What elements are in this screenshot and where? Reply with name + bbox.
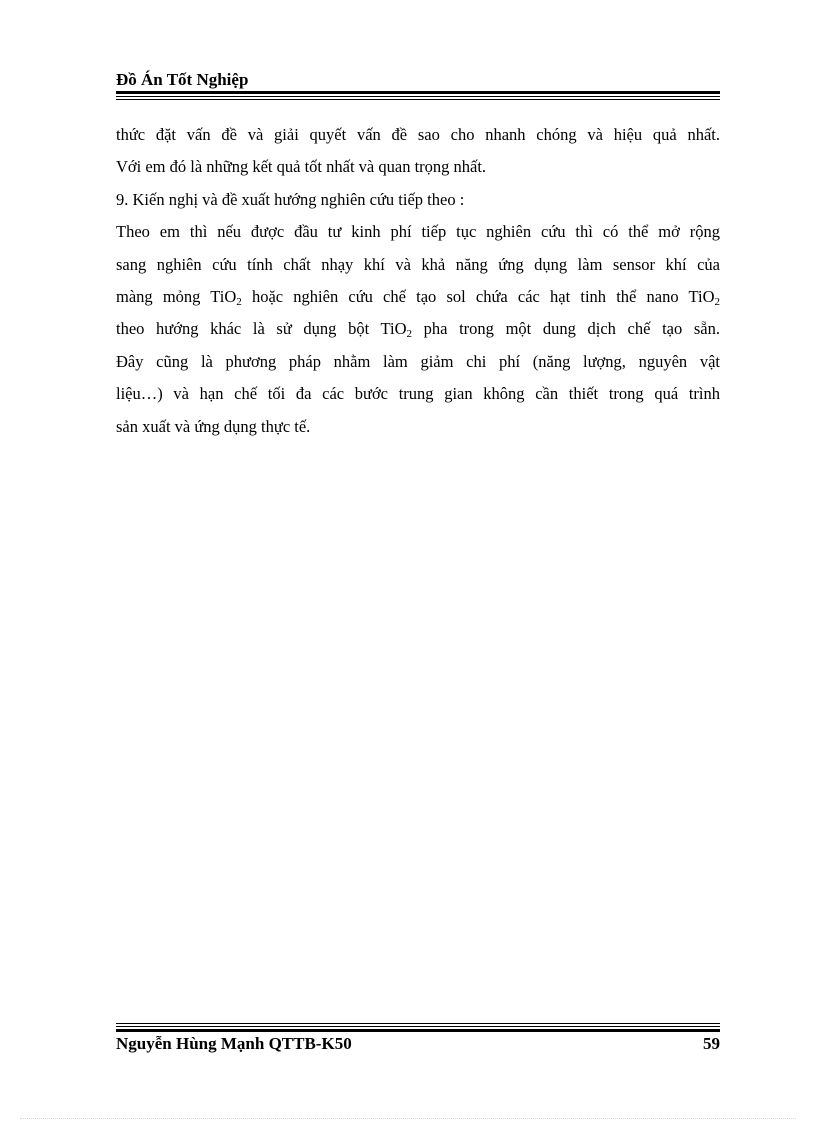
text-line: Với em đó là những kết quả tốt nhất và quan trọng nhất. <box>116 157 487 177</box>
header-title: Đồ Án Tốt Nghiệp <box>116 70 249 89</box>
page-edge-dots <box>20 1118 796 1119</box>
subscript: 2 <box>406 328 412 341</box>
footer-rule <box>116 1023 720 1024</box>
text-line: sản xuất và ứng dụng thực tế. <box>116 416 311 436</box>
body-text <box>116 121 720 445</box>
text-line: Đây cũng là phương pháp nhằm làm giảm chi phí (năng lượng, nguyên vật <box>116 351 720 371</box>
subscript: 2 <box>714 295 720 308</box>
section-heading: 9. Kiến nghị và đề xuất hướng nghiên cứu tiếp theo : <box>116 189 465 209</box>
text-span: pha trong một dung dịch chế tạo sẵn. <box>412 319 720 339</box>
text-span: theo hướng khác là sử dụng bột TiO <box>116 319 407 339</box>
text-span: hoặc nghiên cứu chế tạo sol chứa các hạt tinh thể nano TiO <box>241 286 715 306</box>
text-line: thức đặt vấn đề và giải quyết vấn đề sao cho nhanh chóng và hiệu quả nhất. <box>116 125 720 144</box>
subscript: 2 <box>236 295 242 308</box>
text-span: màng mỏng TiO <box>116 286 237 306</box>
text-line: liệu…) và hạn chế tối đa các bước trung gian không cần thiết trong quá trình <box>116 384 720 404</box>
header-rule <box>116 99 720 100</box>
footer-rule <box>116 1029 720 1032</box>
text-line: Theo em thì nếu được đầu tư kinh phí tiếp tục nghiên cứu thì có thể mở rộng <box>116 222 720 242</box>
header-rule <box>116 96 720 97</box>
text-line: sang nghiên cứu tính chất nhạy khí và khả năng ứng dụng làm sensor khí của <box>116 254 720 274</box>
text-line <box>116 315 720 347</box>
text-line <box>116 283 720 315</box>
footer-author: Nguyễn Hùng Mạnh QTTB-K50 <box>116 1034 352 1053</box>
page-number: 59 <box>703 1034 720 1053</box>
footer-rule <box>116 1026 720 1027</box>
header-rule <box>116 91 720 94</box>
